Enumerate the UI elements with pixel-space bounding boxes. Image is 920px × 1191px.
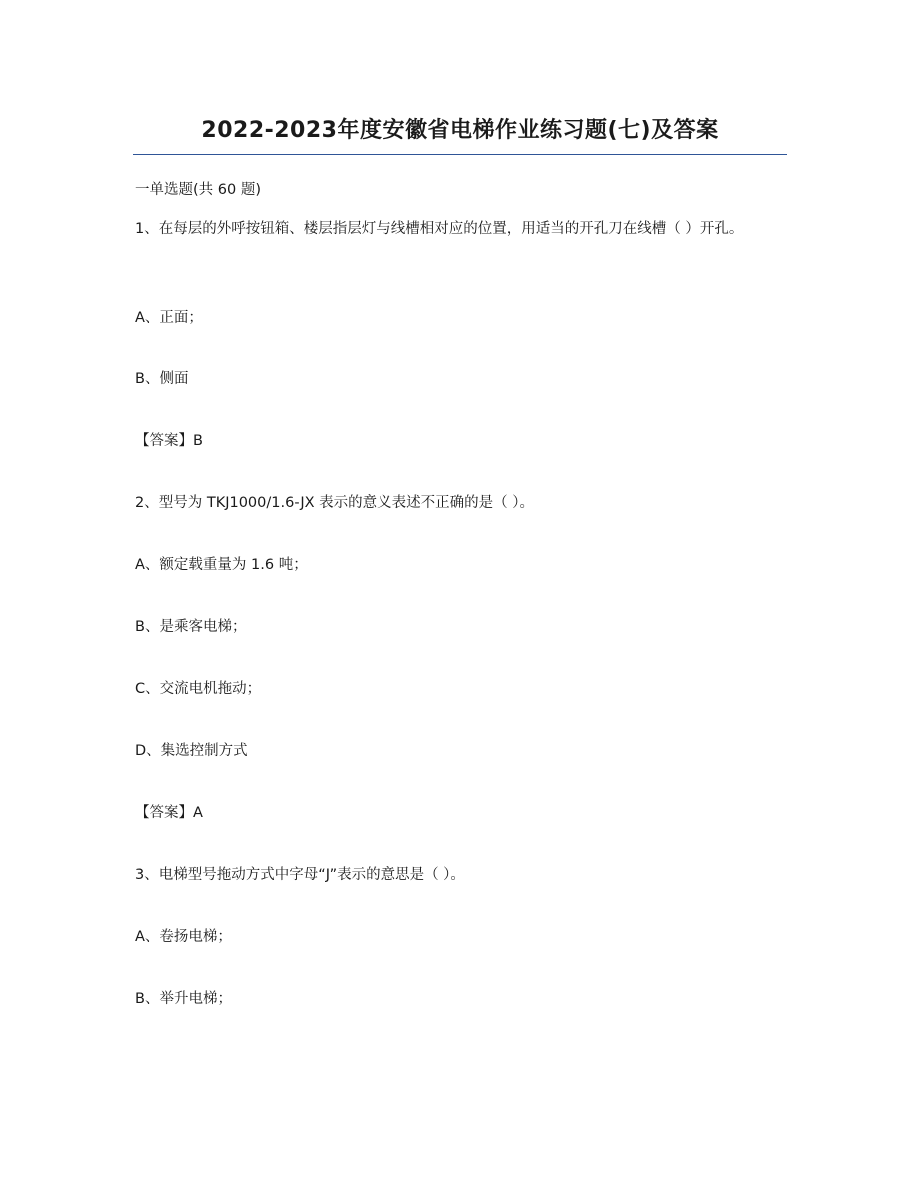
question-2-stem: 2、型号为 TKJ1000/1.6-JX 表示的意义表述不正确的是（ ）。 (135, 495, 535, 511)
question-1-stem: 1、在每层的外呼按钮箱、楼层指层灯与线槽相对应的位置，用适当的开孔刀在线槽（ ）开孔。 (135, 221, 744, 237)
question-1-answer: 【答案】B (135, 433, 203, 449)
question-2-option-c: C、交流电机拖动； (135, 681, 262, 697)
question-2-answer: 【答案】A (135, 805, 203, 821)
question-3-option-a: A、卷扬电梯； (135, 929, 232, 945)
question-2-option-d: D、集选控制方式 (135, 743, 248, 759)
document-title: 2022-2023年度安徽省电梯作业练习题(七)及答案 (201, 118, 719, 143)
question-3-option-b: B、举升电梯； (135, 991, 232, 1007)
title-underline (133, 154, 787, 155)
question-1-option-a: A、正面； (135, 310, 203, 326)
question-3-stem: 3、电梯型号拖动方式中字母“J”表示的意思是（ ）。 (135, 867, 465, 883)
question-1-option-b: B、侧面 (135, 371, 189, 387)
section-heading: 一单选题(共 60 题) (135, 182, 261, 198)
question-2-option-a: A、额定载重量为 1.6 吨； (135, 557, 308, 573)
question-2-option-b: B、是乘客电梯； (135, 619, 247, 635)
